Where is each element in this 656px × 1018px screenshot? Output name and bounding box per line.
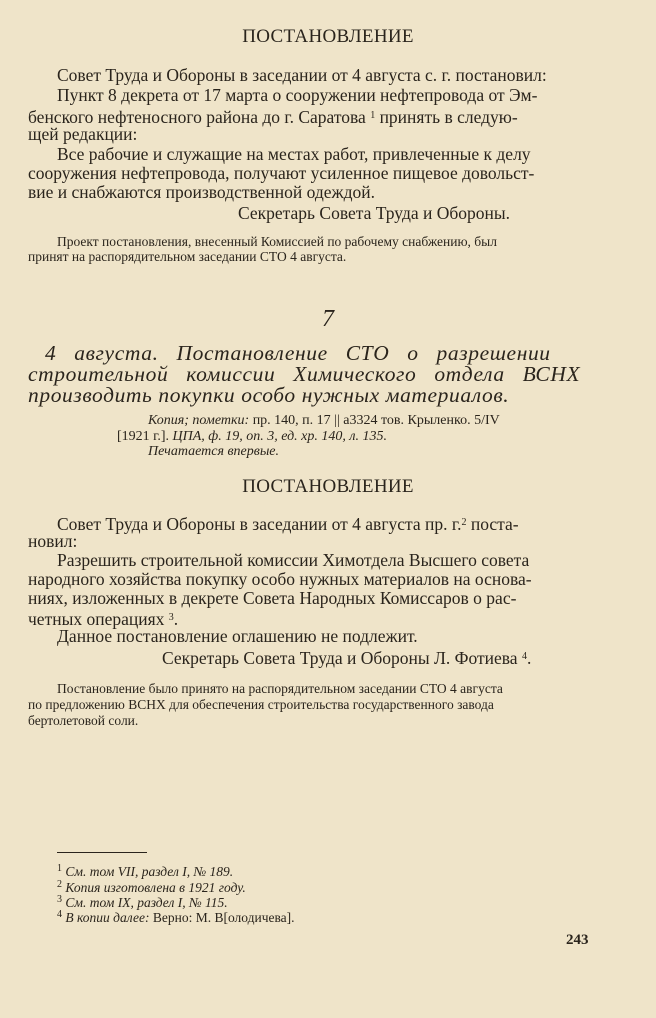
doc2-signature: Секретарь Совета Труда и Обороны Л. Фотиева $^4$.: [162, 648, 532, 668]
document-number: 7: [322, 306, 334, 332]
footnote-divider: [57, 852, 147, 853]
doc2-line-4: народного хозяйства покупку особо нужных материалов на основа-: [28, 569, 532, 589]
footnote-ref-4: 4: [521, 651, 527, 662]
footnote-ref-1: 1: [370, 110, 376, 121]
footnote-ref-3: 3: [168, 612, 174, 623]
doc1-line-5: Все рабочие и служащие на местах работ, привлеченные к делу: [57, 144, 531, 164]
doc2-source-line-2: [1921 г.]. ЦПА, ф. 19, оп. 3, ед. хр. 140, л. 135.: [117, 429, 387, 444]
footnote-2: $^2$ Копия изготовлена в 1921 году.: [57, 879, 246, 895]
doc2-line-7: Данное постановление оглашению не подлежит.: [57, 626, 418, 646]
doc1-line-1: Совет Труда и Обороны в заседании от 4 августа с. г. постановил:: [57, 65, 547, 85]
doc1-line-3: бенского нефтеносного района до г. Саратова $^1$ принять в следую-: [28, 107, 518, 127]
footnote-ref-2: 2: [461, 517, 467, 528]
doc2-note-line-2: по предложению ВСНХ для обеспечения строительства государственного завода: [28, 697, 494, 712]
doc2-line-3: Разрешить строительной комиссии Химотдела Высшего совета: [57, 550, 530, 570]
doc1-line-2: Пункт 8 декрета от 17 марта о сооружении нефтепровода от Эм-: [57, 85, 538, 105]
doc1-line-7: вие и снабжаются производственной одеждой.: [28, 182, 376, 202]
doc1-heading: ПОСТАНОВЛЕНИЕ: [242, 26, 414, 47]
doc1-note-line-1: Проект постановления, внесенный Комиссией по рабочему снабжению, был: [57, 234, 497, 249]
footnote-3: $^3$ См. том IX, раздел I, № 115.: [57, 894, 228, 910]
doc2-line-6: четных операциях $^3$.: [28, 609, 179, 629]
doc2-note-line-1: Постановление было принято на распорядительном заседании СТО 4 августа: [57, 681, 503, 696]
doc1-line-6: сооружения нефтепровода, получают усиленное пищевое довольст-: [28, 163, 535, 183]
doc2-title-line-3: производить покупки особо нужных материалов.: [28, 383, 510, 407]
doc1-signature: Секретарь Совета Труда и Обороны.: [238, 203, 511, 223]
doc2-title-line-1: 4 августа. Постановление СТО о разрешении: [45, 341, 551, 365]
doc2-title-line-2: строительной комиссии Химического отдела ВСНХ: [28, 362, 581, 386]
doc2-line-2: новил:: [28, 531, 78, 551]
doc2-line-1: Совет Труда и Обороны в заседании от 4 августа пр. г.$^2$ поста-: [57, 514, 519, 534]
doc2-line-5: ниях, изложенных в декрете Совета Народных Комиссаров о рас-: [28, 588, 517, 608]
page-number: 243: [566, 932, 589, 948]
footnote-4: $^4$ В копии далее: Верно: М. В[олодичева].: [57, 909, 295, 925]
doc1-note-line-2: принят на распорядительном заседании СТО 4 августа.: [28, 249, 347, 264]
doc1-line-4: щей редакции:: [28, 124, 138, 144]
footnote-1: $^1$ См. том VII, раздел I, № 189.: [57, 863, 234, 879]
doc2-heading: ПОСТАНОВЛЕНИЕ: [242, 476, 414, 497]
doc2-note-line-3: бертолетовой соли.: [28, 713, 139, 728]
doc2-source-line-3: Печатается впервые.: [148, 444, 280, 459]
doc2-source-line-1: Копия; пометки: пр. 140, п. 17 || а3324 тов. Крыленко. 5/IV: [148, 413, 500, 428]
